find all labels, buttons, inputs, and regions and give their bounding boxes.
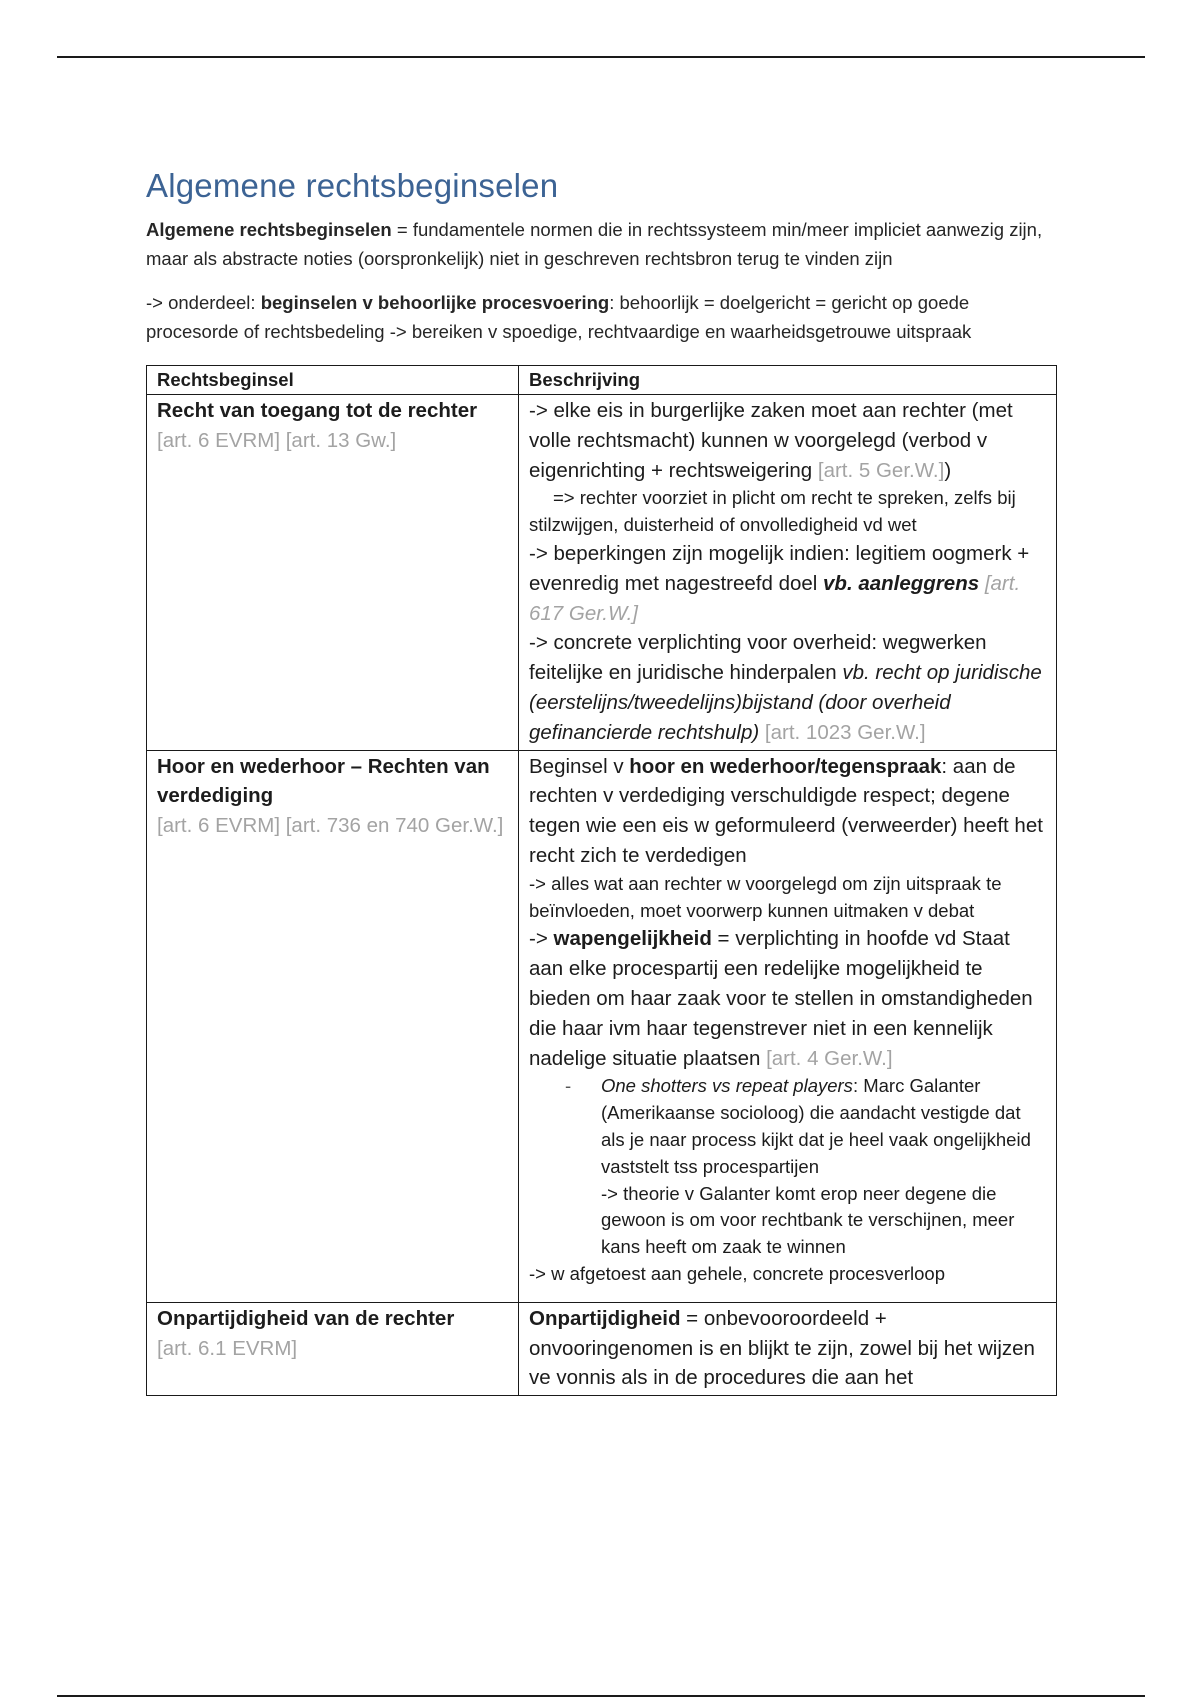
example-text: vb. aanleggrens xyxy=(823,571,980,595)
subsection-term: beginselen v behoorlijke procesvoering xyxy=(260,292,610,313)
description-line: -> wapengelijkheid = verplichting in hoofde vd Staat aan elke procespartij een redelijke mogelijkheid te bieden om haar zaak voor te stellen in omstandigheden die haar ivm haar tegenstrever niet in een kennelijk nadelige situatie plaatsen [art. 4 Ger.W.] xyxy=(529,927,1033,1070)
principle-articles: [art. 6.1 EVRM] xyxy=(157,1336,298,1360)
principle-cell xyxy=(147,750,519,1302)
description-line: -> elke eis in burgerlijke zaken moet aan rechter (met volle rechtsmacht) kunnen w voorgelegd (verbod v eigenrichting + rechtsweigering [art. 5 Ger.W.]) xyxy=(529,399,1013,482)
subsection-prefix: -> onderdeel: xyxy=(146,292,261,313)
article-ref: [art. 1023 Ger.W.] xyxy=(764,720,926,744)
footer-rule xyxy=(57,1695,1145,1697)
principle-cell xyxy=(147,1302,519,1395)
table-header-row xyxy=(147,366,1057,395)
bullet-dash-icon: - xyxy=(565,1075,572,1097)
description-line: -> alles wat aan rechter w voorgelegd om zijn uitspraak te beïnvloeden, moet voorwerp kunnen uitmaken v debat xyxy=(529,872,1002,921)
bullet-item: - One shotters vs repeat players: Marc Galanter (Amerikaanse socioloog) die aandacht vestigde dat als je naar process kijkt dat je heel vaak ongelijkheid vaststelt tss procespartijen -> theorie v Galanter komt erop neer degene die gewoon is om voor rechtbank te verschijnen, meer kans heeft om zaak te winnen xyxy=(529,1073,1047,1261)
table-row xyxy=(147,750,1057,1302)
description-line: -> w afgetoest aan gehele, concrete procesverloop xyxy=(529,1262,945,1284)
page-content xyxy=(146,166,1058,1396)
bullet-term: One shotters vs repeat players xyxy=(601,1075,853,1097)
table-row xyxy=(147,1302,1057,1395)
description-cell xyxy=(519,395,1057,751)
article-ref: [art. 4 Ger.W.] xyxy=(766,1046,893,1070)
bullet-continuation: -> theorie v Galanter komt erop neer degene die gewoon is om voor rechtbank te verschijnen, meer kans heeft om zaak te winnen xyxy=(601,1182,1015,1258)
subsection-paragraph xyxy=(146,289,1058,346)
description-cell xyxy=(519,750,1057,1302)
header-principle: Rechtsbeginsel xyxy=(147,366,519,395)
example-text: vb. recht op juridische (eerstelijns/tweedelijns)bijstand (door overheid gefinancierde rechtshulp) xyxy=(529,661,1042,744)
principle-name: Onpartijdigheid van de rechter xyxy=(157,1306,455,1330)
article-ref: [art. 617 Ger.W.] xyxy=(529,571,1021,625)
header-description: Beschrijving xyxy=(519,366,1057,395)
header-rule xyxy=(57,56,1145,58)
definition-paragraph xyxy=(146,216,1058,273)
principle-articles: [art. 6 EVRM] [art. 736 en 740 Ger.W.] xyxy=(157,814,504,838)
principle-cell xyxy=(147,395,519,751)
description-line: -> beperkingen zijn mogelijk indien: legitiem oogmerk + evenredig met nagestreefd doel vb. aanleggrens [art. 617 Ger.W.] xyxy=(529,541,1030,625)
description-line: -> concrete verplichting voor overheid: wegwerken feitelijke en juridische hinderpalen vb. recht op juridische (eerstelijns/tweedelijns)bijstand (door overheid gefinancierde rechtshulp) [art. 1023 Ger.W.] xyxy=(529,631,1042,744)
principle-name: Recht van toegang tot de rechter xyxy=(157,399,478,422)
definition-text: = fundamentele normen die in rechtssysteem min/meer impliciet aanwezig zijn, maar als abstracte noties (oorspronkelijk) niet in geschreven rechtsbron terug te vinden zijn xyxy=(146,219,1043,269)
subsection-text: : behoorlijk = doelgericht = gericht op goede procesorde of rechtsbedeling -> bereiken v spoedige, rechtvaardige en waarheidsgetrouwe uitspraak xyxy=(146,292,972,342)
article-ref: [art. 5 Ger.W.] xyxy=(817,458,945,482)
description-line: Onpartijdigheid = onbevooroordeeld + onvooringenomen is en blijkt te zijn, zowel bij het wijzen ve vonnis als in de procedures die aan het xyxy=(529,1306,1035,1390)
description-line: Beginsel v hoor en wederhoor/tegenspraak: aan de rechten v verdediging verschuldigde respect; degene tegen wie een eis w geformuleerd (verweerder) heeft het recht zich te verdedigen xyxy=(529,754,1043,867)
page-title: Algemene rechtsbeginselen xyxy=(146,167,559,204)
description-cell xyxy=(519,1302,1057,1395)
description-line: => rechter voorziet in plicht om recht te spreken, zelfs bij stilzwijgen, duisterheid of onvolledigheid vd wet xyxy=(529,487,1016,536)
principles-table xyxy=(146,365,1057,1396)
definition-term: Algemene rechtsbeginselen xyxy=(146,219,392,240)
principle-articles: [art. 6 EVRM] [art. 13 Gw.] xyxy=(157,428,397,452)
principle-name: Hoor en wederhoor – Rechten van verdediging xyxy=(157,754,490,808)
table-row xyxy=(147,395,1057,751)
